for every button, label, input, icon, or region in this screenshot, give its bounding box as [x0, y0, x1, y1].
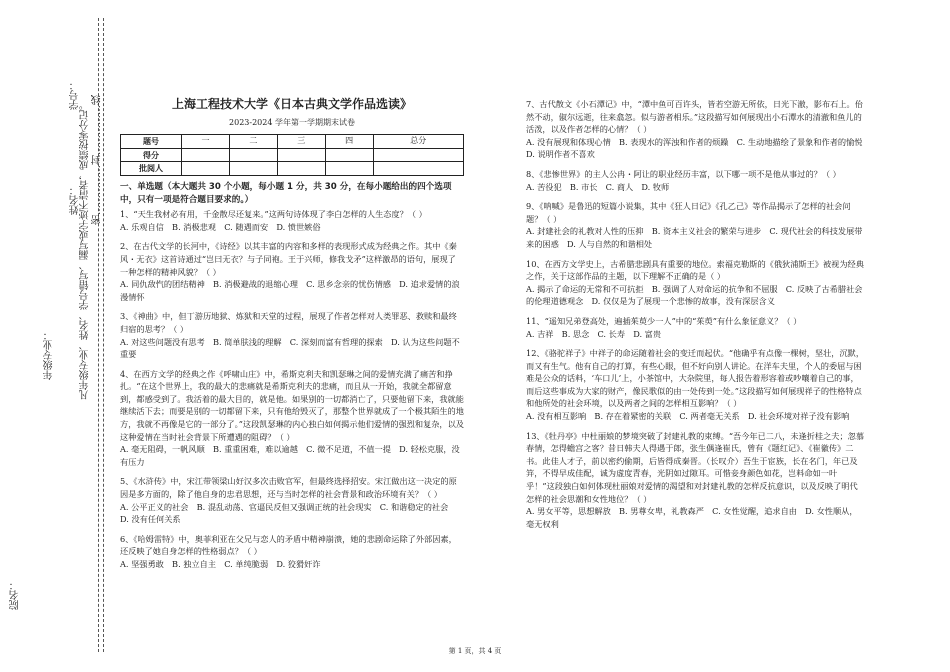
- grader-cell[interactable]: [182, 162, 230, 176]
- question-item: [526, 430, 864, 531]
- score-header-cell: 一: [182, 135, 230, 149]
- question-stem: 13、《牡丹亭》中杜丽娘的梦境突破了封建礼教的束缚。“吾今年已二八，未逢折桂之夫；忽慕春情，怎得蟾宫之客？昔日韩夫人得遇于郎，张生偶逢崔氏，曾有《题红记》、《崔徽传》二书。此佳人才子，前以密约偷期，后皆得成秦晋。（长叹介）吾生于宦族，长在名门，年已及笄，不得早成佳配，诚为虚度青春，光阴如过隙耳。可惜妾身颜色如花，岂料命如一叶乎！”这段独白如何体现杜丽娘对爱情的渴望和对封建礼教的怎样反抗意识，以及反映了明代怎样的社会思潮和女性地位？（ ）: [526, 430, 865, 504]
- grade-major-label: 年级专业：: [44, 330, 55, 380]
- seal-line-text: 密……………封……………线: [92, 95, 103, 225]
- question-options: A. 同仇敌忾的团结精神 B. 消极避战的退缩心理 C. 思乡念亲的忧伤情感 D. 追求爱情的浪漫情怀: [120, 279, 460, 302]
- question-options: A. 没有相互影响 B. 存在着紧密的关联 C. 两者毫无关系 D. 社会环境对祥子没有影响: [526, 411, 850, 422]
- question-options: A. 吉祥 B. 思念 C. 长寿 D. 富贵: [526, 328, 662, 339]
- question-stem: 2、在古代文学的长河中，《诗经》以其丰富的内容和多样的表现形式成为经典之作。其中《秦风・无衣》这首诗通过“岂曰无衣？与子同袍。王于兴师，修我戈矛”这样激昂的语句，展现了一种怎样的精神风貌？（ ）: [120, 241, 457, 277]
- score-header-cell: 二: [229, 135, 277, 149]
- question-item: [120, 533, 464, 571]
- question-stem: 12、《骆驼祥子》中祥子的命运随着社会的变迁而起伏。“他确乎有点像一棵树，坚壮，沉默，而又有生气。他有自己的打算，有些心眼，但不好向别人讲论。在洋车夫里，个人的委屈与困难是公众的话料，‘车口儿’上，小茶馆中，大杂院里，每人报告着形容着或吵嚷着自己的事，而后这些事成为大家的财产，像民歌似的由一处传到一处。”这段描写如何展现祥子的性格特点和他所处的社会环境，以及两者之间的怎样相互影响？（ ）: [526, 348, 865, 409]
- question-item: [526, 168, 864, 193]
- score-header-cell: 三: [277, 135, 325, 149]
- score-cell[interactable]: [277, 148, 325, 162]
- question-item: [120, 208, 464, 233]
- exam-subtitle: 2023-2024 学年第一学期期末试卷: [229, 117, 355, 127]
- question-stem: 3、《神曲》中，但丁游历地狱、炼狱和天堂的过程，展现了作者怎样对人类罪恶、救赎和最终归宿的思考？（ ）: [120, 311, 457, 334]
- question-options: A. 坚强勇敢 B. 独立自主 C. 单纯脆弱 D. 狡猾奸诈: [120, 559, 321, 569]
- question-options: A. 毫无阻碍，一帆风顺 B. 重重困难，难以逾越 C. 微不足道，不值一提 D. 轻松克服，没有压力: [120, 444, 460, 467]
- left-column: [120, 98, 464, 578]
- question-stem: 1、“天生我材必有用，千金散尽还复来。”这两句诗体现了李白怎样的人生态度？（ ）: [120, 209, 427, 220]
- question-item: [526, 98, 871, 161]
- question-options: A. 公平正义的社会 B. 混乱动荡、官逼民反但又强调正统的社会现实 C. 和谐稳定的社会 D. 没有任何关系: [120, 501, 457, 525]
- notice-text: 凡年级专业、姓名、学号错写、漏写或字迹不清者，成绩按零分记。: [80, 100, 91, 400]
- exam-title: 上海工程技术大学《日本古典文学作品选读》: [171, 97, 412, 111]
- page-number: 第 1 页，共 4 页: [448, 647, 502, 655]
- question-item: [120, 475, 464, 525]
- student-id-label: 学号：: [70, 80, 81, 110]
- question-item: [120, 310, 464, 360]
- question-options: A. 揭示了命运的无常和不可抗拒 B. 强调了人对命运的抗争和不屈服 C. 反映了古希腊社会的伦理道德观念 D. 仅仅是为了展现一个悲惨的故事，没有深层含义: [526, 283, 863, 307]
- question-item: [120, 368, 464, 469]
- question-options: A. 苦役犯 B. 市长 C. 商人 D. 牧师: [526, 181, 670, 192]
- question-stem: 6、《哈姆雷特》中，奥菲利亚在父兄与恋人的矛盾中精神崩溃，她的悲剧命运除了外部因素，还反映了她自身怎样的性格弱点？（ ）: [120, 533, 457, 557]
- school-label: 院名：: [10, 580, 21, 610]
- grader-cell[interactable]: [229, 162, 277, 176]
- question-stem: 10、在西方文学史上，古希腊悲剧具有重要的地位。索福克勒斯的《俄狄浦斯王》被视为经典之作，关于这部作品的主题，以下理解不正确的是（ ）: [526, 258, 864, 282]
- right-column: [526, 98, 871, 537]
- score-row-label: 得分: [121, 148, 182, 162]
- score-cell[interactable]: [229, 148, 277, 162]
- question-stem: 4、在西方文学的经典之作《呼啸山庄》中，希斯克利夫和凯瑟琳之间的爱情充满了痛苦和挣扎。“在这个世界上，我的最大的悲痛就是希斯克利夫的悲痛，而且从一开始，我就全都留意到，都感受到了。我活着的最大目的，就是他。如果别的一切都消亡了，只要他留下来，我就能继续活下去；而要是别的一切都留下来，只有他给毁灭了，那整个世界就成了一个极其陌生的地方，我就不再像是它的一部分了。”这段凯瑟琳的内心独白如何揭示他们爱情的强烈和复杂，以及这种爱情在当时社会背景下所遭遇的阻碍？（ ）: [120, 368, 464, 442]
- grader-row-label: 批阅人: [121, 162, 182, 176]
- section-heading: 一、单选题（本大题共 30 个小题，每小题 1 分，共 30 分，在每小题给出的四个选项中，只有一项是符合题目要求的。）: [120, 181, 452, 205]
- question-item: [526, 315, 864, 340]
- score-cell[interactable]: [182, 148, 230, 162]
- score-table: [120, 134, 464, 176]
- question-item: [526, 200, 864, 250]
- grader-cell[interactable]: [373, 162, 464, 176]
- question-options: A. 乐观自信 B. 消极悲观 C. 随遇而安 D. 愤世嫉俗: [120, 221, 321, 232]
- question-options: A. 男女平等，思想解放 B. 男尊女卑，礼教森严 C. 女性觉醒，追求自由 D. 女性顺从，毫无权利: [526, 506, 858, 529]
- score-header-cell: 题号: [121, 135, 182, 149]
- question-stem: 5、《水浒传》中，宋江带领梁山好汉多次击败官军，但最终选择招安。宋江做出这一决定的原因是多方面的，除了他自身的忠君思想，还与当时怎样的社会背景和政治环境有关？（ ）: [120, 476, 457, 500]
- score-header-cell: 四: [325, 135, 373, 149]
- score-cell[interactable]: [373, 148, 464, 162]
- question-stem: 8、《悲惨世界》的主人公冉・阿让的职业经历丰富，以下哪一项不是他从事过的？（ ）: [526, 168, 841, 179]
- grader-cell[interactable]: [277, 162, 325, 176]
- question-item: [526, 347, 864, 423]
- name-label: 姓名：: [70, 185, 81, 215]
- question-options: A. 没有展现和体现心情 B. 表现水的浑浊和作者的烦躁 C. 生动地描绘了景象和作者的愉悦 D. 说明作者不喜欢: [526, 136, 871, 160]
- binding-strip: [0, 0, 120, 672]
- question-stem: 11、“遥知兄弟登高处，遍插茱萸少一人”中的“茱萸”有什么象征意义？（ ）: [526, 315, 802, 326]
- score-cell[interactable]: [325, 148, 373, 162]
- question-options: A. 封建社会的礼教对人性的压抑 B. 资本主义社会的繁荣与进步 C. 现代社会的科技发展带来的困惑 D. 人与自然的和谐相处: [526, 226, 863, 249]
- question-item: [120, 240, 464, 303]
- question-stem: 9、《呐喊》是鲁迅的短篇小说集，其中《狂人日记》《孔乙己》等作品揭示了怎样的社会问题？（ ）: [526, 201, 851, 224]
- question-stem: 7、古代散文《小石潭记》中，“潭中鱼可百许头，皆若空游无所依，日光下澈，影布石上。佁然不动，俶尔远逝，往来翕忽。似与游者相乐。”这段描写如何展现出小石潭水的清澈和鱼儿的活泼，以及作者怎样的心情？（ ）: [526, 99, 863, 135]
- score-header-cell: 总分: [373, 135, 464, 149]
- question-options: A. 对这些问题没有思考 B. 简单肤浅的理解 C. 深刻而富有哲理的探索 D. 认为这些问题不重要: [120, 336, 460, 360]
- grader-cell[interactable]: [325, 162, 373, 176]
- question-item: [526, 258, 864, 308]
